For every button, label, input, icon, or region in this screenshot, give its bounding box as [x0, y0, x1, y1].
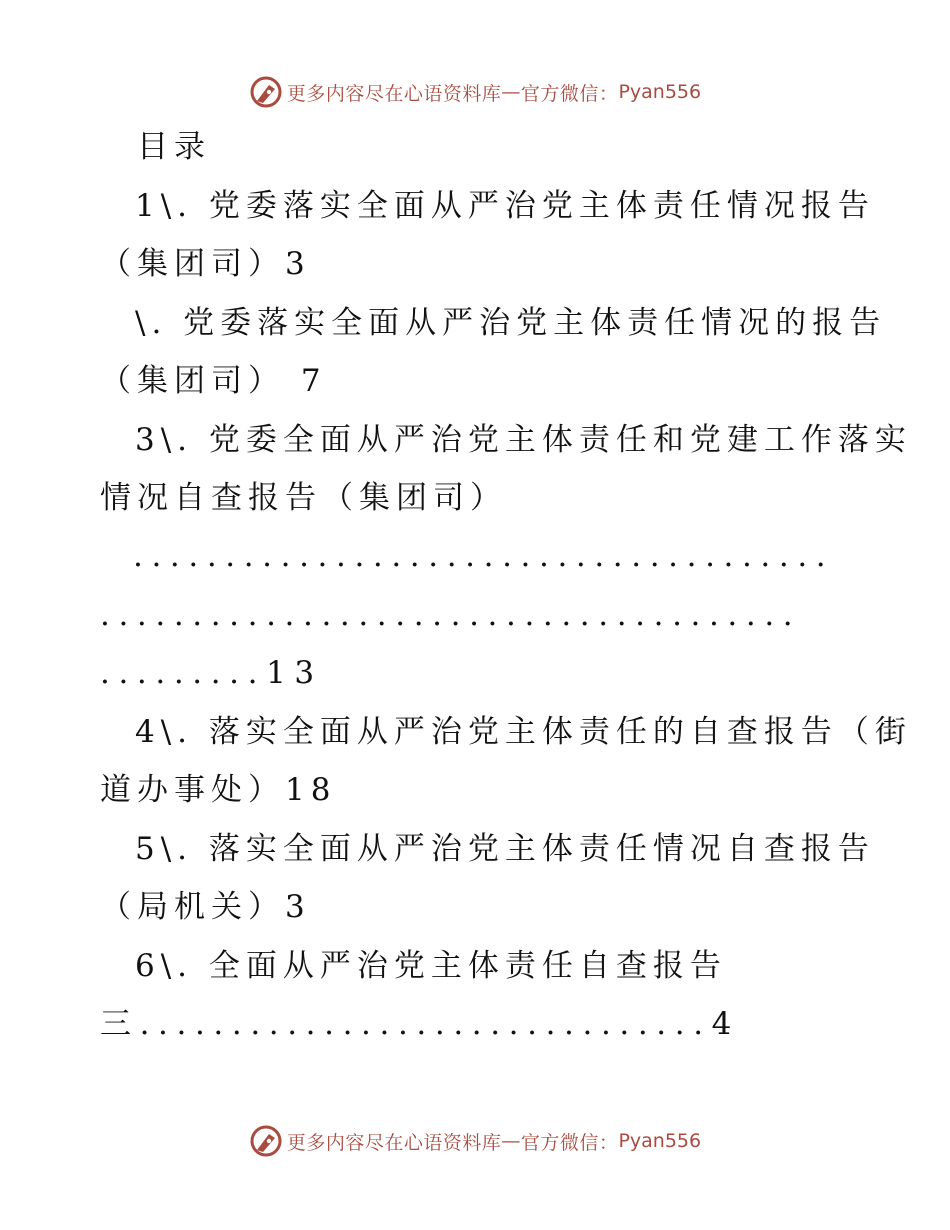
- banner-wechat-id: Pyan556: [618, 81, 702, 103]
- toc-entry-2: \. 党委落实全面从严治党主体责任情况的报告: [135, 305, 887, 341]
- pen-nib-circle-icon: [249, 75, 283, 109]
- toc-title: 目录: [137, 129, 211, 165]
- toc-entry-5-cont: （局机关）3: [100, 889, 311, 925]
- banner-tail-text: 官方微信：: [520, 1131, 619, 1154]
- banner-dash: —: [501, 1130, 521, 1152]
- toc-leader-dots: ......................................: [100, 597, 802, 633]
- toc-leader-dots: ......................................: [133, 538, 835, 574]
- toc-entry-3: 3\. 党委全面从严治党主体责任和党建工作落实: [135, 422, 912, 458]
- toc-entry-1: 1\. 党委落实全面从严治党主体责任情况报告: [135, 188, 875, 224]
- toc-entry-4: 4\. 落实全面从严治党主体责任的自查报告（街: [135, 714, 912, 750]
- toc-entry-1-cont: （集团司）3: [100, 246, 311, 282]
- banner-dash: —: [501, 81, 521, 103]
- banner-tail-text: 官方微信：: [520, 82, 619, 105]
- toc-entry-5: 5\. 落实全面从严治党主体责任情况自查报告: [135, 831, 875, 867]
- banner-main-text: 更多内容尽在心语资料库: [286, 82, 502, 105]
- header-banner: [0, 72, 950, 112]
- banner-main-text: 更多内容尽在心语资料库: [286, 1131, 502, 1154]
- banner-wechat-id: Pyan556: [618, 1130, 702, 1152]
- footer-banner: [0, 1121, 950, 1161]
- toc-entry-6: 6\. 全面从严治党主体责任自查报告: [135, 948, 727, 984]
- pen-nib-circle-icon: [249, 1124, 283, 1158]
- toc-leader-page: .........13: [100, 655, 323, 691]
- toc-entry-6-cont: 三...............................4: [100, 1006, 740, 1042]
- toc-entry-2-cont: （集团司） 7: [100, 363, 327, 399]
- toc-entry-3-cont: 情况自查报告（集团司）: [100, 480, 507, 516]
- toc-entry-4-cont: 道办事处）18: [100, 772, 337, 808]
